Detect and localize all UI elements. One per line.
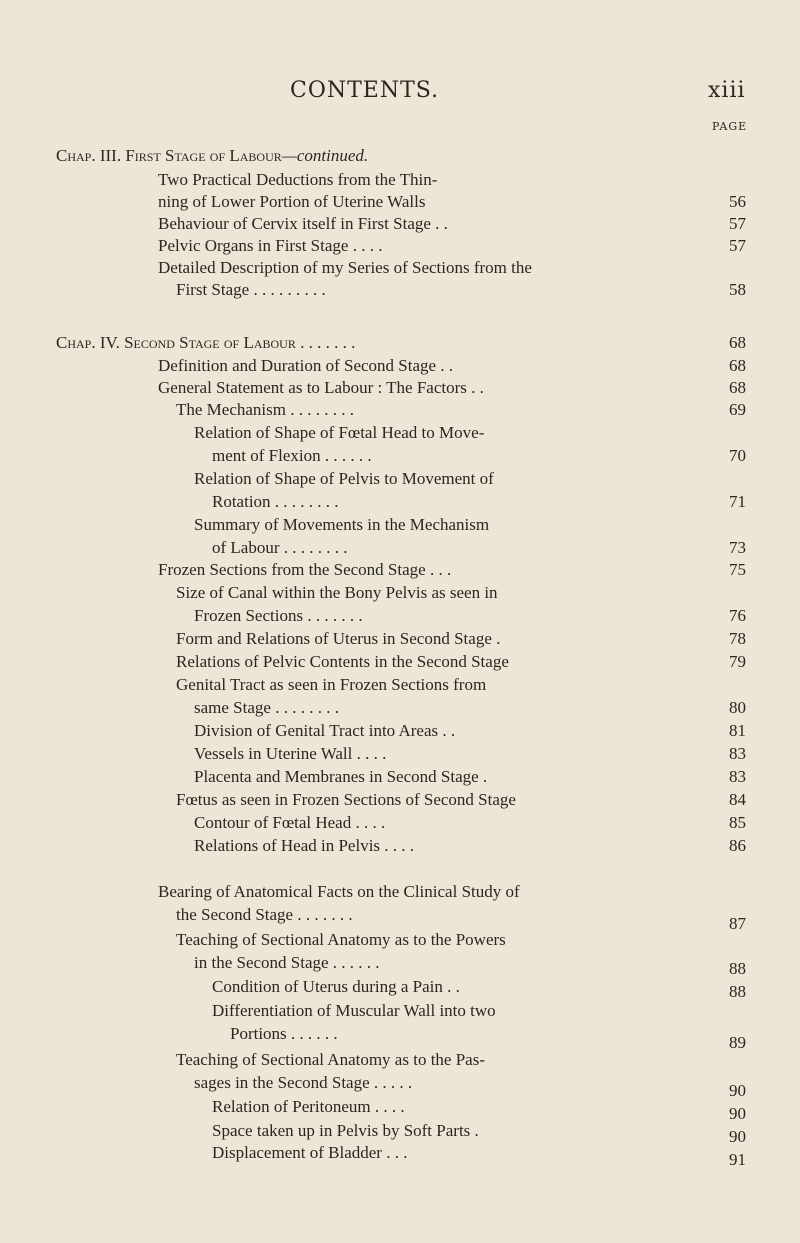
toc-page-number: 89 <box>729 1033 746 1052</box>
toc-page-number: 85 <box>729 813 746 832</box>
toc-page-number: 90 <box>729 1127 746 1146</box>
toc-entry-text: Contour of Fœtal Head . . . . <box>194 813 386 832</box>
chapter-number: Chap. III. <box>56 146 122 165</box>
toc-entry-text: Displacement of Bladder . . . <box>212 1143 408 1162</box>
toc-entry-text: Genital Tract as seen in Frozen Sections from <box>176 675 487 694</box>
toc-entry-text: Pelvic Organs in First Stage . . . . <box>158 236 383 255</box>
toc-entry-text: Relation of Shape of Pelvis to Movement of <box>194 469 494 488</box>
toc-entry-text: Portions . . . . . . <box>230 1024 338 1043</box>
toc-entry-text: Size of Canal within the Bony Pelvis as seen in <box>176 583 498 602</box>
toc-page-number: 80 <box>729 698 746 717</box>
toc-page-number: 73 <box>729 538 746 557</box>
running-header-page-number: xiii <box>708 78 746 103</box>
toc-entry-text: Summary of Movements in the Mechanism <box>194 515 490 534</box>
toc-page-number: 68 <box>729 333 746 352</box>
chapter-title-suffix: —continued. <box>281 146 369 165</box>
toc-page-number: 68 <box>729 356 746 375</box>
toc-page-number: 88 <box>729 982 746 1001</box>
toc-page-number: 58 <box>729 280 746 299</box>
toc-entry-text: General Statement as to Labour : The Factors . . <box>158 378 484 397</box>
toc-page-number: 90 <box>729 1081 746 1100</box>
toc-entry-text: same Stage . . . . . . . . <box>194 698 339 717</box>
toc-page-number: 57 <box>729 214 746 233</box>
toc-page-number: 90 <box>729 1104 746 1123</box>
toc-entry-text: the Second Stage . . . . . . . <box>176 905 353 924</box>
toc-entry-text: Form and Relations of Uterus in Second Stage . <box>176 629 501 648</box>
toc-entry-text: of Labour . . . . . . . . <box>212 538 348 557</box>
toc-page-number: 71 <box>729 492 746 511</box>
toc-entry-text: Frozen Sections . . . . . . . <box>194 606 363 625</box>
toc-entry-text: Placenta and Membranes in Second Stage . <box>194 767 488 786</box>
toc-page-number: 91 <box>729 1150 746 1169</box>
toc-page-number: 83 <box>729 744 746 763</box>
running-header-title: CONTENTS. <box>290 78 440 103</box>
chapter-heading <box>56 146 368 166</box>
chapter-title: First Stage of Labour <box>125 146 282 165</box>
toc-entry-text: Space taken up in Pelvis by Soft Parts . <box>212 1121 479 1140</box>
toc-page-number: 78 <box>729 629 746 648</box>
toc-entry-text: Bearing of Anatomical Facts on the Clinical Study of <box>158 882 520 901</box>
toc-entry-text: ment of Flexion . . . . . . <box>212 446 372 465</box>
toc-entry-text: Rotation . . . . . . . . <box>212 492 339 511</box>
toc-entry-text: Relation of Peritoneum . . . . <box>212 1097 405 1116</box>
toc-entry-text: Fœtus as seen in Frozen Sections of Second Stage <box>176 790 516 809</box>
toc-page-number: 87 <box>729 914 746 933</box>
toc-page-number: 79 <box>729 652 746 671</box>
toc-entry-text: Two Practical Deductions from the Thin- <box>158 170 438 189</box>
chapter-title: Second Stage of Labour . . . . . . . <box>124 333 356 352</box>
toc-page-number: 56 <box>729 192 746 211</box>
toc-entry-text: Vessels in Uterine Wall . . . . <box>194 744 387 763</box>
toc-page-number: 75 <box>729 560 746 579</box>
toc-entry-text: Behaviour of Cervix itself in First Stage . . <box>158 214 448 233</box>
toc-entry-text: in the Second Stage . . . . . . <box>194 953 380 972</box>
toc-page-number: 57 <box>729 236 746 255</box>
toc-entry-text: Relations of Pelvic Contents in the Second Stage <box>176 652 509 671</box>
toc-page-number: 81 <box>729 721 746 740</box>
toc-entry-text: Condition of Uterus during a Pain . . <box>212 977 460 996</box>
toc-entry-text: Teaching of Sectional Anatomy as to the Pas- <box>176 1050 485 1069</box>
toc-entry-text: Relations of Head in Pelvis . . . . <box>194 836 415 855</box>
toc-entry-text: Division of Genital Tract into Areas . . <box>194 721 456 740</box>
toc-page-number: 83 <box>729 767 746 786</box>
toc-entry-text: The Mechanism . . . . . . . . <box>176 400 354 419</box>
toc-page-number: 70 <box>729 446 746 465</box>
toc-page-number: 69 <box>729 400 746 419</box>
toc-page-number: 86 <box>729 836 746 855</box>
chapter-number: Chap. IV. <box>56 333 120 352</box>
toc-entry-text: ning of Lower Portion of Uterine Walls <box>158 192 426 211</box>
toc-page-number: 76 <box>729 606 746 625</box>
page-column-label: PAGE <box>712 120 748 133</box>
toc-entry-text: sages in the Second Stage . . . . . <box>194 1073 413 1092</box>
toc-entry-text: Frozen Sections from the Second Stage . . . <box>158 560 452 579</box>
toc-page-number: 88 <box>729 959 746 978</box>
chapter-heading <box>56 333 355 353</box>
toc-entry-text: Teaching of Sectional Anatomy as to the Powers <box>176 930 506 949</box>
toc-entry-text: Relation of Shape of Fœtal Head to Move- <box>194 423 485 442</box>
toc-page-number: 84 <box>729 790 746 809</box>
toc-entry-text: Definition and Duration of Second Stage . . <box>158 356 454 375</box>
toc-page-number: 68 <box>729 378 746 397</box>
toc-entry-text: Detailed Description of my Series of Sections from the <box>158 258 532 277</box>
toc-entry-text: First Stage . . . . . . . . . <box>176 280 326 299</box>
toc-entry-text: Differentiation of Muscular Wall into two <box>212 1001 496 1020</box>
